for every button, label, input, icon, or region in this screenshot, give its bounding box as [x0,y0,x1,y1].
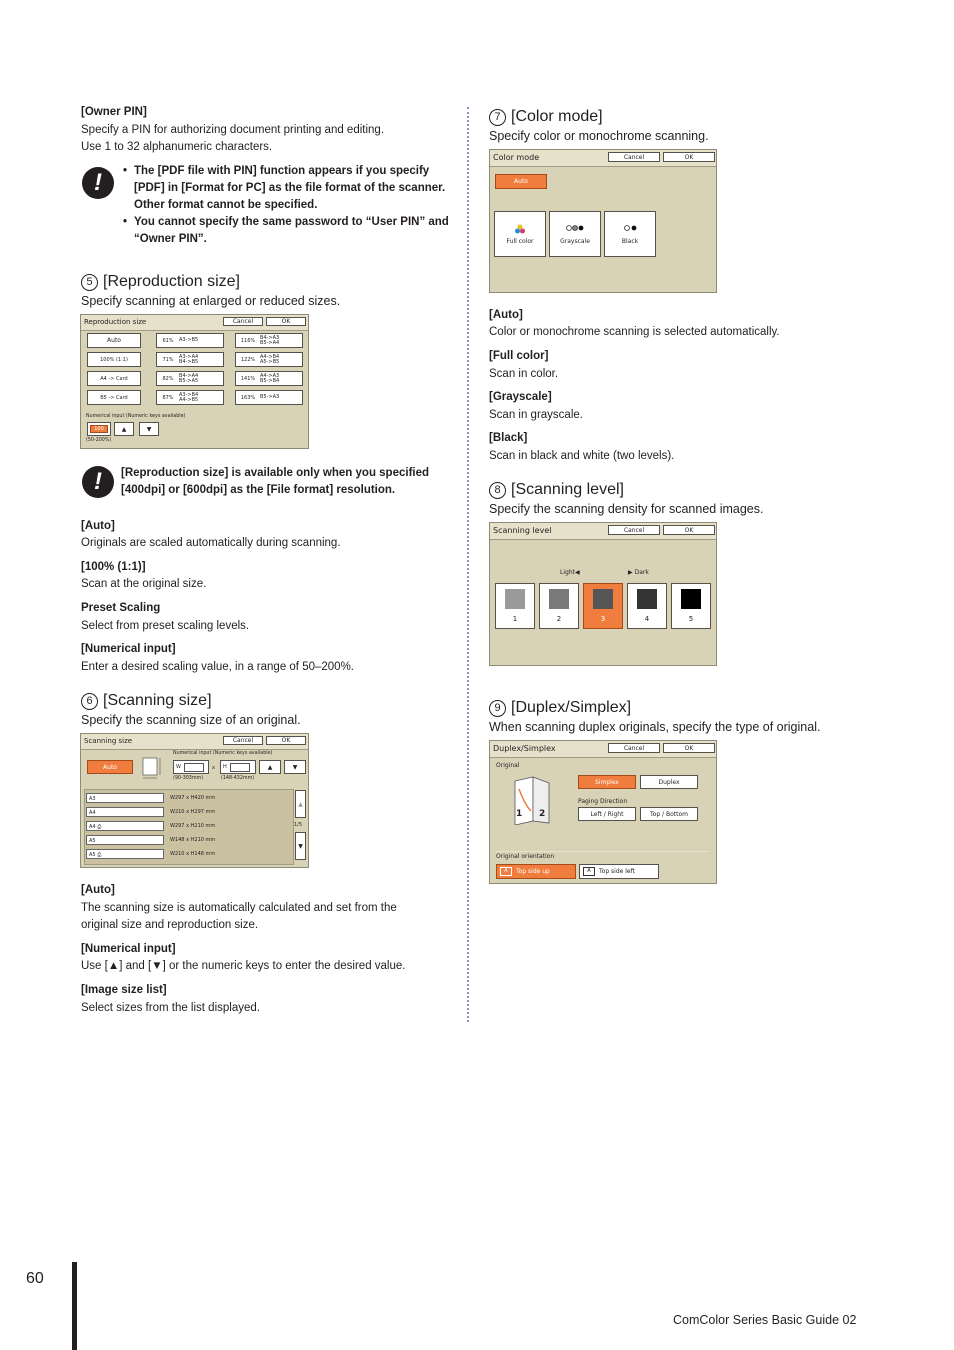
note1-text: Other format cannot be specified. [134,199,318,211]
owner-pin-line2: Use 1 to 32 alphanumeric characters. [81,141,273,153]
preset-scale-button[interactable] [156,352,224,367]
level-label: 2 [556,615,562,623]
section-title: [Scanning size] [103,692,212,709]
preset-ratio: B5->A3 [260,394,280,400]
size-list-row[interactable] [86,848,291,860]
item-text: original size and reproduction size. [81,919,259,931]
numeric-input-label: Numerical input (Numeric keys available) [173,751,273,756]
orientation-label: Original orientation [496,853,555,860]
preset-scale-button[interactable] [235,390,303,405]
size-list-row[interactable] [86,834,291,846]
preset-ratio: A4->B4 [260,353,280,360]
full-color-label: Full color [506,237,534,245]
preset-scale-button[interactable] [156,390,224,405]
preset-pct: 87% [162,394,174,401]
page-indicator: 1/5 [294,822,303,828]
section-title: [Scanning level] [511,481,624,498]
scroll-up-button[interactable]: ▲ [295,790,306,818]
section-title: [Duplex/Simplex] [511,699,632,716]
repro-heading [81,273,240,291]
dark-indicator [628,569,649,576]
scan-size-desc: Specify the scanning size of an original. [81,713,301,727]
left-arrow-icon: ◀ [574,569,580,576]
color-mode-panel [489,149,717,293]
panel-title: Duplex/Simplex [493,744,556,753]
preset-ratio: A4->A3 [260,372,280,379]
height-input[interactable] [220,760,256,774]
preset-pct: 141% [240,375,256,382]
preset-ratio: B5->A5 [179,377,199,384]
size-dimensions: W297 x H210 mm [170,823,216,829]
cancel-button[interactable]: Cancel [608,152,660,162]
duplex-desc: When scanning duplex originals, specify the type of original. [489,720,821,734]
increase-button[interactable]: ▲ [114,422,134,436]
item-text: Select from preset scaling levels. [81,620,250,632]
preset-ratio: A3->B4 [179,391,199,398]
item-heading: [Auto] [489,309,523,321]
column-divider [467,107,469,1022]
separator [496,851,708,852]
repro-auto-button[interactable]: Auto [87,333,141,348]
scan-size-heading [81,692,212,710]
note1-text: The [PDF file with PIN] function appears if you specify [134,165,430,177]
grayscale-icon [566,224,584,238]
preset-ratio: B4->A3 [260,334,280,341]
panel-title: Reproduction size [84,318,147,326]
level-label: 1 [512,615,518,623]
item-text: Use [▲] and [▼] or the numeric keys to enter the desired value. [81,960,406,972]
top-side-left-button[interactable] [579,864,659,879]
item-text: Originals are scaled automatically during scanning. [81,537,341,549]
scan-size-auto-button[interactable]: Auto [87,760,133,774]
scan-level-panel [489,522,717,666]
preset-pct: 61% [162,337,174,344]
duplex-original-diagram [511,775,553,825]
right-arrow-icon: ▶ [628,569,633,576]
page-number-2: 2 [539,809,546,819]
size-list-row[interactable] [86,820,291,832]
repro-100-button[interactable]: 100% (1:1) [87,352,141,367]
page-number-1: 1 [516,809,523,819]
color-auto-button[interactable]: Auto [495,174,547,189]
color-mode-desc: Specify color or monochrome scanning. [489,129,709,143]
preset-pct: 71% [162,356,174,363]
preset-ratio: A4->B5 [179,396,199,403]
scan-size-panel [80,733,309,868]
width-input[interactable] [173,760,209,774]
item-heading: [Grayscale] [489,391,552,403]
preset-pct: 122% [240,356,256,363]
size-dimensions: W210 x H297 mm [170,809,216,815]
width-label: W [176,764,181,770]
footer-guide-title: ComColor Series Basic Guide 02 [673,1313,857,1327]
ok-button[interactable]: OK [663,525,715,535]
preset-scale-button[interactable] [156,371,224,386]
item-heading: [Auto] [81,884,115,896]
preset-ratio: A5->B5 [260,358,280,365]
density-swatch [549,589,569,609]
top-side-up-label: Top side up [516,868,550,875]
color-mode-heading [489,108,603,126]
scroll-down-button[interactable]: ▼ [295,832,306,860]
top-side-up-icon: A [500,867,512,876]
decrease-button[interactable]: ▼ [139,422,159,436]
note1-text: “Owner PIN”. [134,233,207,245]
height-range: (148-432mm) [221,776,255,781]
preset-ratio: B4->A4 [179,372,199,379]
size-name: A3 [86,793,164,803]
level-label: 4 [644,615,650,623]
item-text: Scan at the original size. [81,578,207,590]
light-label: Light [560,569,575,576]
note1-bullet-dot: • [123,165,128,177]
left-right-button[interactable]: Left / Right [578,807,636,821]
scan-level-desc: Specify the scanning density for scanned images. [489,502,764,516]
item-text: Color or monochrome scanning is selected automatically. [489,326,780,338]
paging-direction-label: Paging Direction [578,798,628,805]
duplex-button[interactable]: Duplex [640,775,698,789]
preset-scale-button[interactable] [235,333,303,348]
simplex-button[interactable]: Simplex [578,775,636,789]
top-side-left-label: Top side left [599,868,635,875]
footer-bar [72,1262,77,1350]
item-heading: [Numerical input] [81,643,176,655]
original-label: Original [496,762,520,769]
item-heading: [Full color] [489,350,549,362]
decrease-button[interactable]: ▼ [284,760,306,774]
item-text: Scan in grayscale. [489,409,583,421]
grayscale-button[interactable] [549,211,601,257]
height-field[interactable] [230,763,250,772]
section-number: 5 [81,274,98,291]
preset-ratio: B4->B5 [179,358,199,365]
page-number: 60 [26,1270,44,1287]
note2-text: [Reproduction size] is available only when you specified [121,467,430,479]
scan-level-heading [489,481,624,499]
owner-pin-heading: [Owner PIN] [81,106,147,118]
range-label: (50-200%) [86,438,112,443]
original-size-diagram [141,756,163,778]
preset-ratio: B5->B4 [260,377,280,384]
top-side-left-icon: A [583,867,595,876]
note1-bullet-dot: • [123,216,128,228]
cancel-button[interactable]: Cancel [223,317,263,326]
size-dimensions: W210 x H148 mm [170,851,216,857]
item-text: Enter a desired scaling value, in a range of 50–200%. [81,661,354,673]
top-side-up-button[interactable] [496,864,576,879]
note2-text: [400dpi] or [600dpi] as the [File format] resolution. [121,484,396,496]
full-color-icon [514,224,526,238]
preset-pct: 163% [240,394,256,401]
width-field[interactable] [184,763,204,772]
item-text: The scanning size is automatically calculated and set from the [81,902,397,914]
size-dimensions: W297 x H420 mm [170,795,216,801]
owner-pin-line1: Specify a PIN for authorizing document printing and editing. [81,124,385,136]
item-heading: [Image size list] [81,984,167,996]
height-label: H [223,764,227,770]
increase-button[interactable]: ▲ [259,760,281,774]
size-dimensions: W148 x H210 mm [170,837,216,843]
cancel-button[interactable]: Cancel [223,736,263,745]
size-list-row[interactable] [86,806,291,818]
size-name: A4 ⎙ [86,821,164,831]
duplex-heading [489,699,631,717]
density-swatch [505,589,525,609]
numeric-value: 100 [90,425,108,433]
level-label: 5 [688,615,694,623]
repro-panel [80,314,309,449]
level-button-3[interactable] [583,583,623,629]
size-name: A5 [86,835,164,845]
section-number: 7 [489,109,506,126]
item-heading: [Auto] [81,520,115,532]
ok-button[interactable]: OK [663,152,715,162]
width-range: (90-303mm) [173,776,204,781]
level-button-1[interactable] [495,583,535,629]
numeric-input-field[interactable] [87,422,111,436]
repro-a4-card-button[interactable]: A4 -> Card [87,371,141,386]
density-swatch [593,589,613,609]
grayscale-label: Grayscale [560,237,590,245]
item-heading: [Numerical input] [81,943,176,955]
black-label: Black [621,237,639,245]
preset-ratio: B5->A4 [260,339,280,346]
item-text: Scan in color. [489,368,559,380]
preset-scale-button[interactable] [235,371,303,386]
section-title: [Reproduction size] [103,273,240,290]
times-label: x [212,765,215,771]
cancel-button[interactable]: Cancel [608,743,660,753]
preset-scale-button[interactable] [235,352,303,367]
item-heading: Preset Scaling [81,602,161,614]
black-icon [624,224,637,238]
item-text: Scan in black and white (two levels). [489,450,675,462]
preset-ratio: A3->A4 [179,353,199,360]
density-swatch [637,589,657,609]
full-color-button[interactable] [494,211,546,257]
level-label: 3 [600,615,606,623]
preset-ratio: A3->B5 [179,337,199,343]
repro-b5-card-button[interactable]: B5 -> Card [87,390,141,405]
note1-text: You cannot specify the same password to “User PIN” and [134,216,449,228]
ok-button[interactable]: OK [266,736,306,745]
notice-icon: ! [82,466,114,498]
size-name: A5 ⎙ [86,849,164,859]
cancel-button[interactable]: Cancel [608,525,660,535]
repro-desc: Specify scanning at enlarged or reduced sizes. [81,294,341,308]
notice-icon: ! [82,167,114,199]
density-swatch [681,589,701,609]
section-title: [Color mode] [511,108,603,125]
level-button-5[interactable] [671,583,711,629]
duplex-panel [489,740,717,884]
size-name: A4 [86,807,164,817]
item-heading: [100% (1:1)] [81,561,146,573]
level-button-4[interactable] [627,583,667,629]
ok-button[interactable]: OK [663,743,715,753]
panel-title: Color mode [493,153,540,162]
preset-pct: 82% [162,375,174,382]
top-bottom-button[interactable]: Top / Bottom [640,807,698,821]
light-indicator [560,569,580,576]
item-text: Select sizes from the list displayed. [81,1002,260,1014]
panel-title: Scanning size [84,737,133,745]
section-number: 6 [81,693,98,710]
section-number: 9 [489,700,506,717]
black-button[interactable] [604,211,656,257]
section-number: 8 [489,482,506,499]
note1-text: [PDF] in [Format for PC] as the file format of the scanner. [134,182,446,194]
preset-pct: 116% [240,337,256,344]
ok-button[interactable]: OK [266,317,306,326]
numeric-input-label: Numerical input (Numeric keys available) [86,414,186,419]
panel-title: Scanning level [493,526,552,535]
item-heading: [Black] [489,432,528,444]
preset-scale-button[interactable] [156,333,224,348]
dark-label: Dark [634,569,649,576]
size-list-row[interactable] [86,792,291,804]
level-button-2[interactable] [539,583,579,629]
